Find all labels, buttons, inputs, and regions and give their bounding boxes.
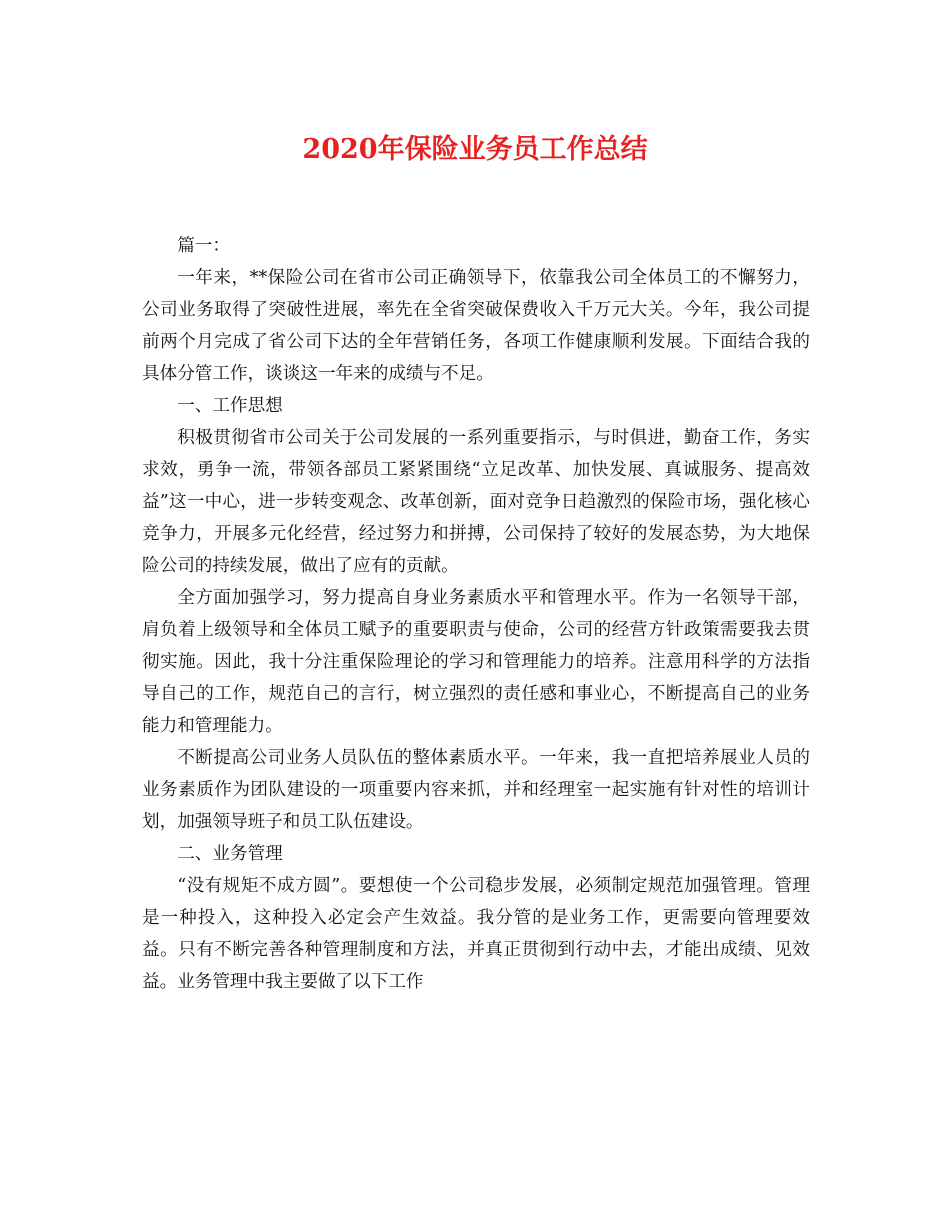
paragraph-section-label: 篇一： xyxy=(177,236,230,256)
document-body xyxy=(142,230,810,998)
document-title: 2020年保险业务员工作总结 xyxy=(302,134,648,165)
paragraph-work-thinking: 积极贯彻省市公司关于公司发展的一系列重要指示，与时俱进，勤奋工作，务实求效，勇争一流，带领各部员工紧紧围绕“立足改革、加快发展、真诚服务、提高效益”这一中心，进一步转变观念、改革创新，面对竞争日趋激烈的保险市场，强化核心竞争力，开展多元化经营，经过努力和拼搏，公司保持了较好的发展态势，为大地保险公司的持续发展，做出了应有的贡献。 xyxy=(142,428,810,576)
heading-work-thinking: 一、工作思想 xyxy=(177,396,283,416)
paragraph-business-management: “没有规矩不成方圆”。要想使一个公司稳步发展，必须制定规范加强管理。管理是一种投入，这种投入必定会产生效益。我分管的是业务工作，更需要向管理要效益。只有不断完善各种管理制度和方法，并真正贯彻到行动中去，才能出成绩、见效益。业务管理中我主要做了以下工作 xyxy=(142,876,810,992)
paragraph-intro: 一年来，**保险公司在省市公司正确领导下，依靠我公司全体员工的不懈努力，公司业务取得了突破性进展，率先在全省突破保费收入千万元大关。今年，我公司提前两个月完成了省公司下达的全年营销任务，各项工作健康顺利发展。下面结合我的具体分管工作，谈谈这一年来的成绩与不足。 xyxy=(142,268,810,384)
paragraph-study: 全方面加强学习，努力提高自身业务素质水平和管理水平。作为一名领导干部，肩负着上级领导和全体员工赋予的重要职责与使命，公司的经营方针政策需要我去贯彻实施。因此，我十分注重保险理论的学习和管理能力的培养。注意用科学的方法指导自己的工作，规范自己的言行，树立强烈的责任感和事业心，不断提高自己的业务能力和管理能力。 xyxy=(142,588,810,736)
heading-business-management: 二、业务管理 xyxy=(177,844,283,864)
paragraph-team-quality: 不断提高公司业务人员队伍的整体素质水平。一年来，我一直把培养展业人员的业务素质作为团队建设的一项重要内容来抓，并和经理室一起实施有针对性的培训计划，加强领导班子和员工队伍建设。 xyxy=(142,748,810,832)
